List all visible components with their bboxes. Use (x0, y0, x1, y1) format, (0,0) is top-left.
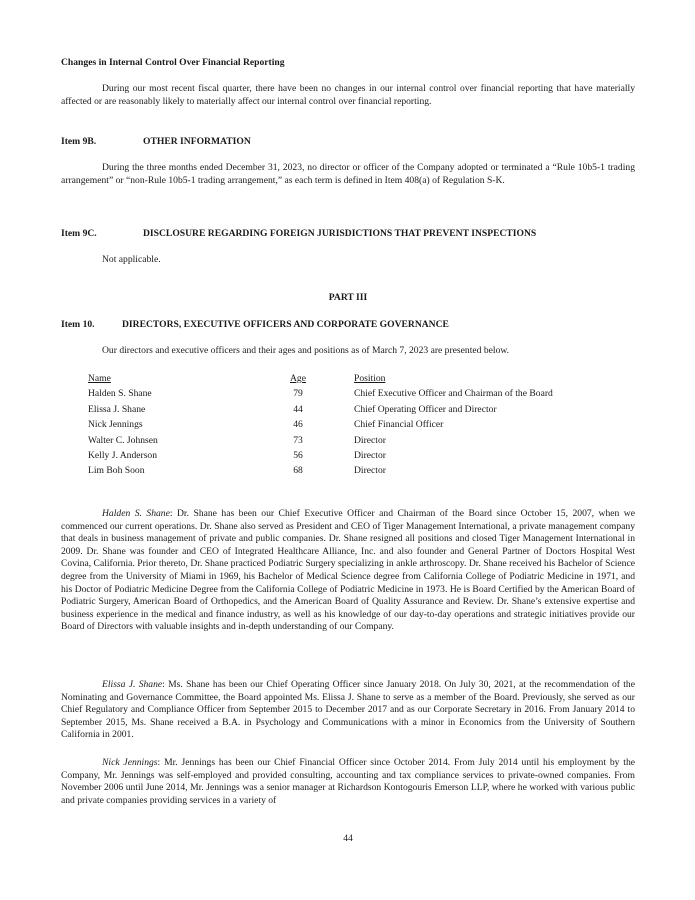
officers-table (88, 373, 608, 481)
item9b-body: During the three months ended December 31, 2023, no director or officer of the Company adopted or terminated a “Rule 10b5-1 trading arrangement” or “non-Rule 10b5-1 trading arrangement,” as each term is defined in Item 408(a) of Regulation S-K. (61, 162, 635, 186)
internal-control-heading: Changes in Internal Control Over Financial Reporting (61, 57, 285, 68)
bio-paragraph (61, 679, 635, 742)
officer-age: 44 (293, 403, 303, 415)
table-row (88, 450, 608, 465)
table-row (88, 465, 608, 480)
column-header-age: Age (290, 373, 306, 384)
officer-name: Walter C. Johnsen (88, 434, 158, 446)
item9b-number: Item 9B. (61, 136, 97, 147)
bio-text: : Dr. Shane has been our Chief Executive Officer and Chairman of the Board since October 15, 2007, when we commenced our current operations. Dr. Shane also served as President and CEO of Tiger Management International, a private management company that deals in business management of private and public companies. Dr. Shane resigned all positions and closed Tiger Management International in 2009. Dr. Shane was founder and CEO of Integrated Healthcare Alliance, Inc. and also founder and General Partner of Doctors Hospital West Covina, California. Prior thereto, Dr. Shane practiced Podiatric Surgery specializing in ankle arthroscopy. Dr. Shane received his Bachelor of Science degree from the University of Miami in 1969, his Bachelor of Medical Science degree from California College of Podiatric Medicine in 1971, and his Doctor of Podiatric Medicine Degree from the California College of Podiatric Medicine in 1973. He is Board Certified by the American Board of Podiatric Surgery, American Board of Orthopedics, and the American Board of Quality Assurance and Review. Dr. Shane’s extensive expertise and business experience in the medical and finance industry, as well as his knowledge of our day-to-day operations and strategic initiatives provide our Board of Directors with valuable insights and in-depth understanding of our Company. (61, 508, 635, 633)
item10-number: Item 10. (61, 319, 95, 330)
table-row (88, 435, 608, 450)
item9c-title: DISCLOSURE REGARDING FOREIGN JURISDICTIONS THAT PREVENT INSPECTIONS (143, 228, 537, 239)
officer-age: 46 (293, 419, 303, 431)
officer-position: Director (354, 465, 386, 477)
officer-position: Director (354, 449, 386, 461)
bio-text: : Mr. Jennings has been our Chief Financial Officer since October 2014. From July 2014 until his employment by the Company, Mr. Jennings was self-employed and provided consulting, accounting and tax compliance services to private-owned companies. From November 2006 until June 2014, Mr. Jennings was a senior manager at Richardson Kontogouris Emerson LLP, where he worked with various public and private companies providing services in a variety of (61, 757, 635, 806)
officer-name: Lim Boh Soon (88, 465, 145, 477)
item9c-number: Item 9C. (61, 228, 97, 239)
officer-age: 68 (293, 465, 303, 477)
officer-position: Chief Financial Officer (354, 419, 444, 431)
table-row (88, 404, 608, 419)
officer-name: Halden S. Shane (88, 388, 152, 400)
item9c-body: Not applicable. (102, 254, 161, 265)
bio-name: Nick Jennings (102, 757, 158, 768)
table-header-row (88, 373, 608, 388)
officer-age: 73 (293, 434, 303, 446)
bio-text: : Ms. Shane has been our Chief Operating Officer since January 2018. On July 30, 2021, at the recommendation of the Nominating and Governance Committee, the Board appointed Ms. Elissa J. Shane to serve as a member of the Board. Previously, she served as our Chief Regulatory and Compliance Officer from September 2015 to December 2017 and as our Corporate Secretary in 2016. From January 2014 to September 2015, Ms. Shane received a B.A. in Psychology and Communications with a minor in Economics from the University of Southern California in 2001. (61, 679, 635, 741)
bio-name: Halden S. Shane (102, 508, 170, 519)
officer-position: Director (354, 434, 386, 446)
officer-age: 79 (293, 388, 303, 400)
column-header-name: Name (88, 373, 111, 384)
item10-intro: Our directors and executive officers and their ages and positions as of March 7, 2023 are presented below. (102, 345, 510, 356)
table-row (88, 419, 608, 434)
officer-position: Chief Operating Officer and Director (354, 403, 497, 415)
officer-name: Kelly J. Anderson (88, 449, 158, 461)
bio-paragraph (61, 757, 635, 807)
officer-age: 56 (293, 449, 303, 461)
internal-control-body: During our most recent fiscal quarter, there have been no changes in our internal control over financial reporting that have materially affected or are reasonably likely to materially affect our internal control over financial reporting. (61, 83, 635, 107)
table-row (88, 388, 608, 403)
officer-name: Elissa J. Shane (88, 403, 146, 415)
bio-name: Elissa J. Shane (102, 679, 163, 690)
officer-position: Chief Executive Officer and Chairman of the Board (354, 388, 553, 400)
part-title: PART III (328, 292, 368, 303)
officer-name: Nick Jennings (88, 419, 143, 431)
page-number: 44 (343, 833, 353, 844)
column-header-position: Position (354, 373, 386, 384)
item10-title: DIRECTORS, EXECUTIVE OFFICERS AND CORPORATE GOVERNANCE (122, 319, 449, 330)
bio-paragraph (61, 508, 635, 634)
item9b-title: OTHER INFORMATION (143, 136, 251, 147)
